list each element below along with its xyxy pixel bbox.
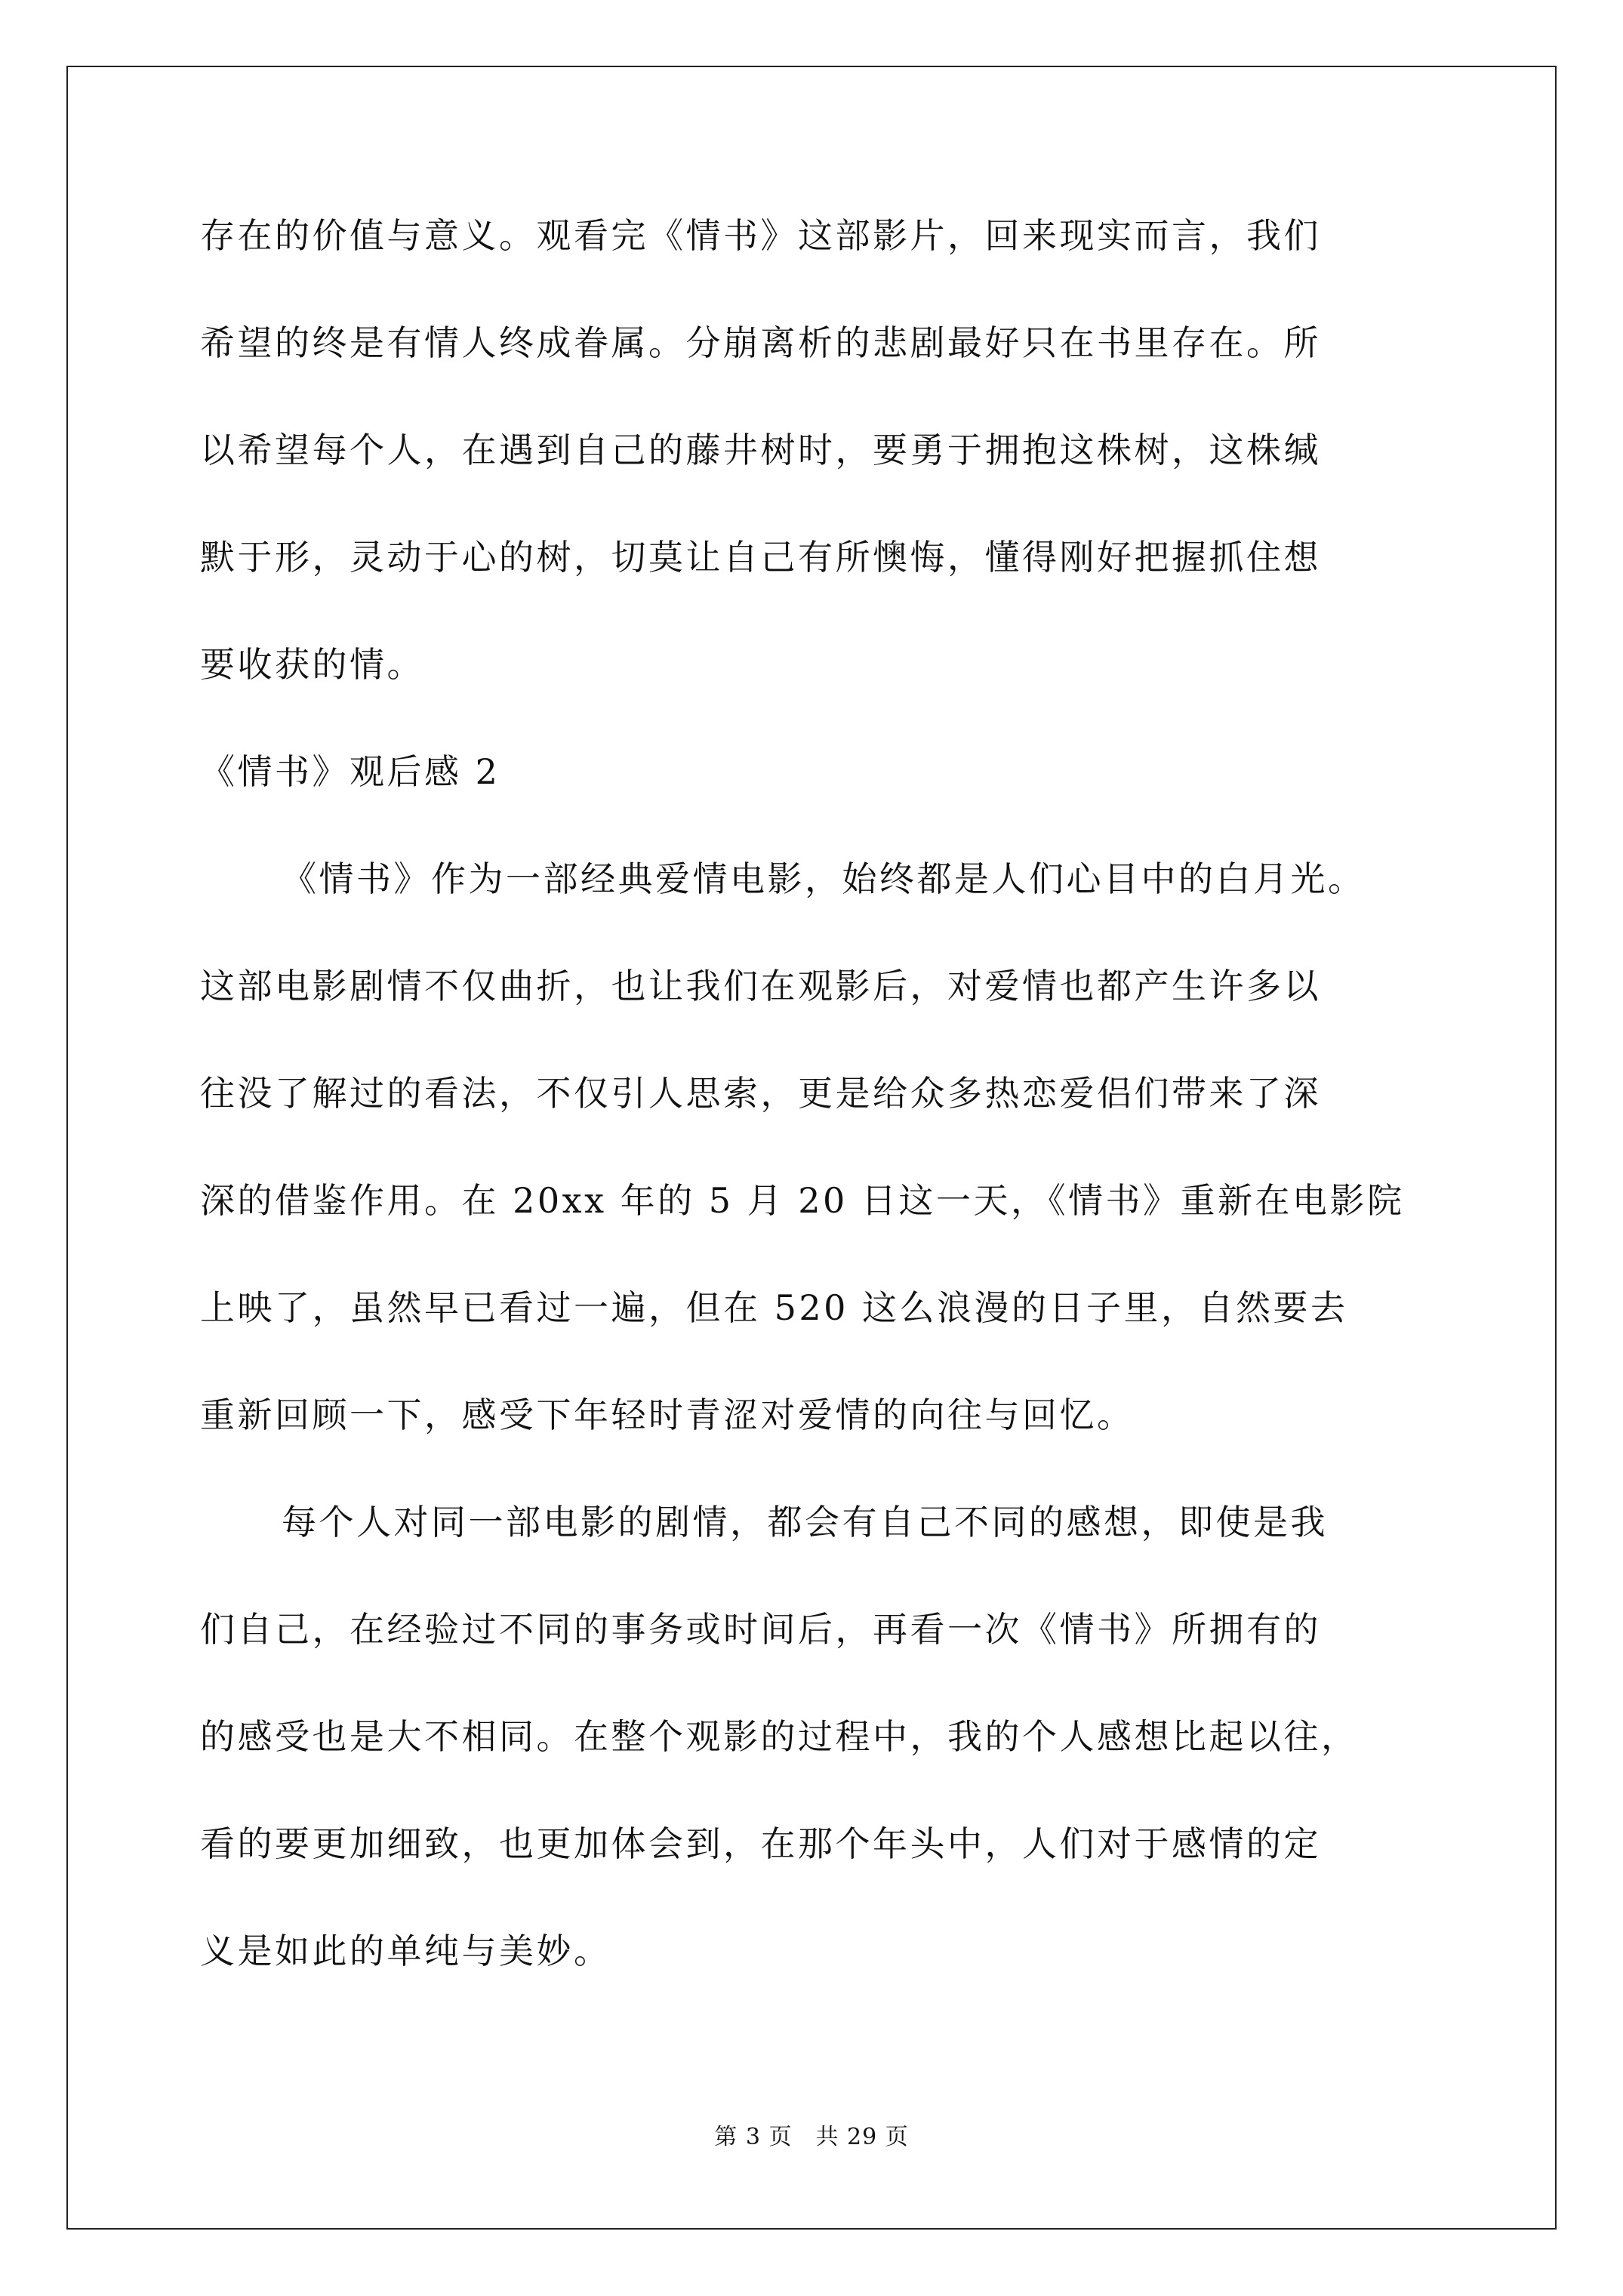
text-line: 希望的终是有情人终成眷属。分崩离析的悲剧最好只在书里存在。所 <box>200 322 1321 363</box>
text-line: 们自己，在经验过不同的事务或时间后，再看一次《情书》所拥有的 <box>200 1609 1321 1650</box>
section-heading: 《情书》观后感 2 <box>200 751 500 792</box>
text-line: 深的借鉴作用。在 20xx 年的 5 月 20 日这一天，《情书》重新在电影院 <box>200 1180 1405 1221</box>
text-line: 以希望每个人，在遇到自己的藤井树时，要勇于拥抱这株树，这株缄 <box>200 430 1321 470</box>
document-body <box>200 211 1427 2034</box>
text-line: 存在的价值与意义。观看完《情书》这部影片，回来现实而言，我们 <box>200 215 1321 256</box>
text-line: 看的要更加细致，也更加体会到，在那个年头中，人们对于感情的定 <box>200 1823 1321 1864</box>
text-line: 《情书》作为一部经典爱情电影，始终都是人们心目中的白月光。 <box>282 858 1366 899</box>
text-line: 义是如此的单纯与美妙。 <box>200 1931 611 1971</box>
text-line: 的感受也是大不相同。在整个观影的过程中，我的个人感想比起以往， <box>200 1716 1359 1757</box>
text-line: 上映了，虽然早已看过一遍，但在 520 这么浪漫的日子里，自然要去 <box>200 1287 1348 1328</box>
text-line: 每个人对同一部电影的剧情，都会有自己不同的感想，即使是我 <box>282 1502 1328 1542</box>
page-number: 第 3 页 共 29 页 <box>714 2124 909 2150</box>
text-line: 往没了解过的看法，不仅引人思索，更是给众多热恋爱侣们带来了深 <box>200 1073 1321 1114</box>
text-line: 重新回顾一下，感受下年轻时青涩对爱情的向往与回忆。 <box>200 1395 1135 1435</box>
text-line: 要收获的情。 <box>200 644 424 685</box>
text-line: 这部电影剧情不仅曲折，也让我们在观影后，对爱情也都产生许多以 <box>200 966 1321 1006</box>
text-line: 默于形，灵动于心的树，切莫让自己有所懊悔，懂得刚好把握抓住想 <box>200 537 1321 578</box>
